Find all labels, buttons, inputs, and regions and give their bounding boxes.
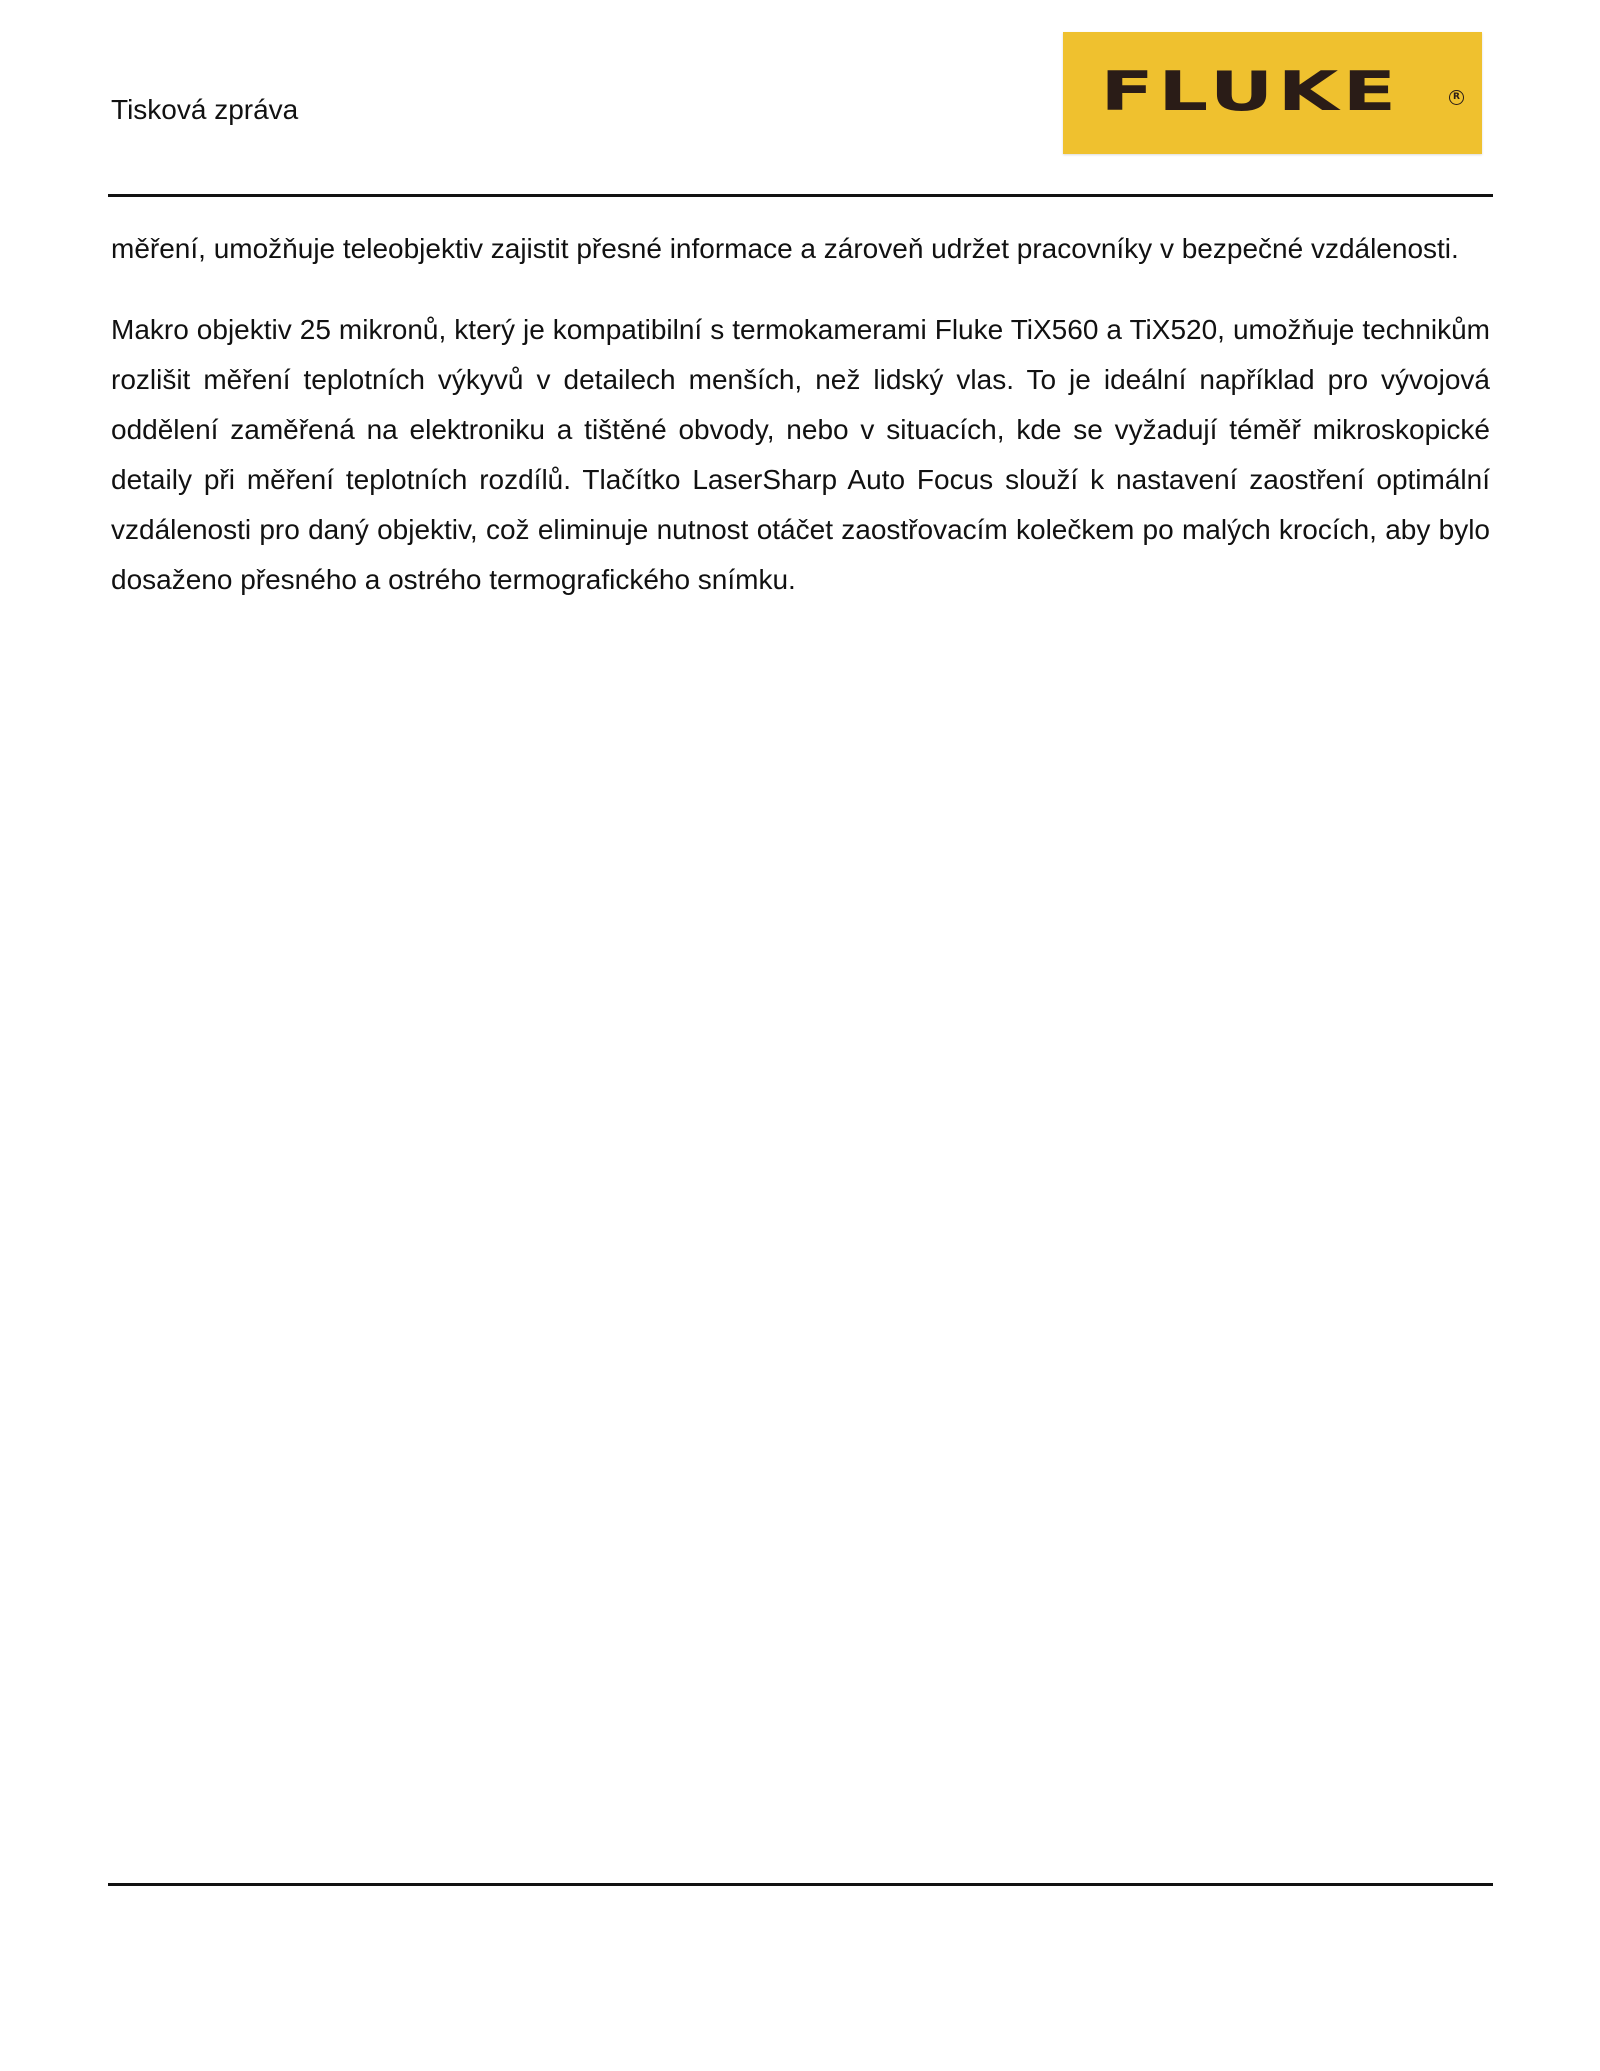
footer-divider [108,1883,1493,1886]
header-divider [108,194,1493,197]
document-body [111,224,1490,636]
paragraph-1: měření, umožňuje teleobjektiv zajistit přesné informace a zároveň udržet pracovníky v bezpečné vzdálenosti. [111,233,1459,264]
fluke-logo [1063,32,1482,154]
paragraph-2: Makro objektiv 25 mikronů, který je kompatibilní s termokamerami Fluke TiX560 a TiX520, umožňuje technikům rozlišit měření teplotních výkyvů v detailech menších, než lidský vlas. To je ideální například pro vývojová oddělení zaměřená na elektroniku a tištěné obvody, nebo v situacích, kde se vyžadují téměř mikroskopické detaily při měření teplotních rozdílů. Tlačítko LaserSharp Auto Focus slouží k nastavení zaostření optimální vzdálenosti pro daný objektiv, což eliminuje nutnost otáčet zaostřovacím kolečkem po malých krocích, aby bylo dosaženo přesného a ostrého termografického snímku. [111,314,1490,595]
logo-wordmark: FLUKE [1100,59,1401,123]
document-type-label: Tisková zpráva [111,94,299,125]
registered-mark-icon: R [1449,90,1464,105]
